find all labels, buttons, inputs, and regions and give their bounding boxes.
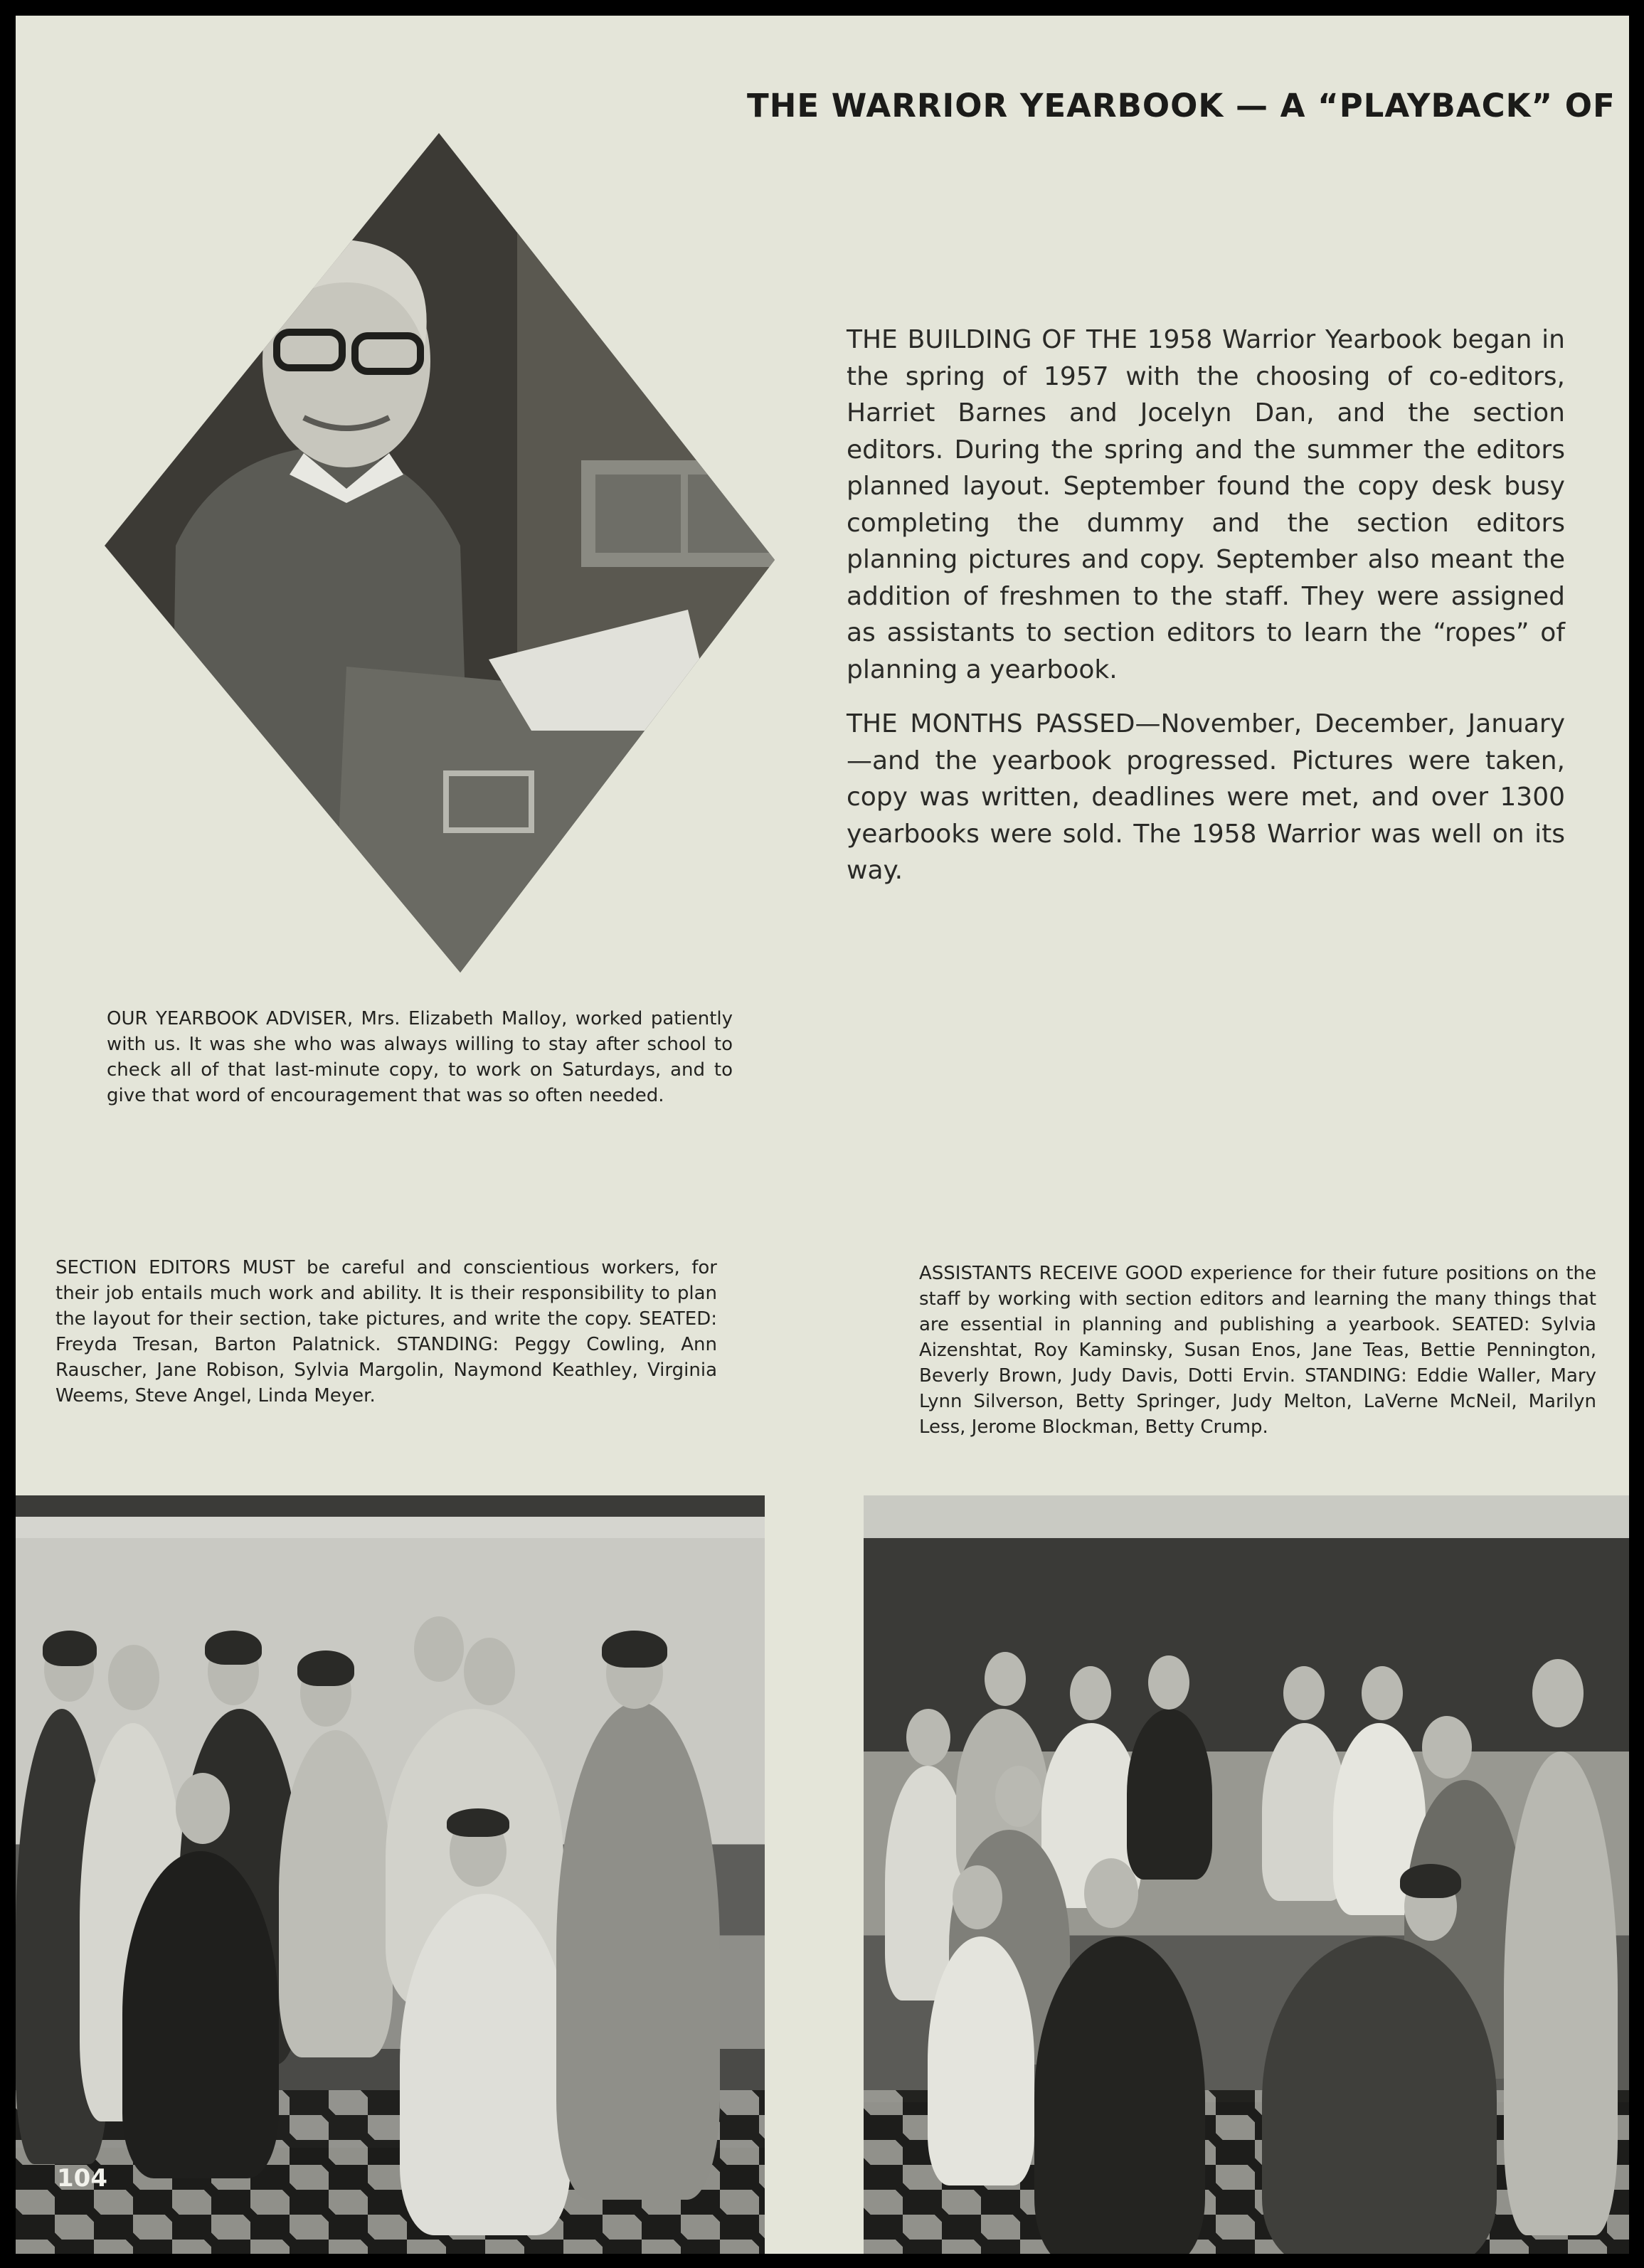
assistants-caption: ASSISTANTS RECEIVE GOOD experience for their future positions on the staff by working with section editors and learning the many things that are essential in planning and publishing a yearbook. SEATED: Sylvia Aizenshtat, Roy Kaminsky, Susan Enos, Jane Teas, Bettie Pennington, Beverly Brown, Judy Davis, Dotti Ervin. STANDING: Eddie Waller, Mary Lynn Silverson, Betty Springer, Judy Melton, LaVerne McNeil, Marilyn Less, Jerome Blockman, Betty Crump. xyxy=(919,1263,1596,1438)
adviser-photo xyxy=(90,119,785,980)
intro-paragraph-2: THE MONTHS PASSED—November, December, January —and the yearbook progressed. Pictures were taken, copy was written, deadlines were met, and over 1300 yearbooks were sold. The 1958 Warrior was well on its way. xyxy=(847,709,1565,885)
page-number: 104 xyxy=(57,2164,107,2193)
adviser-caption: OUR YEARBOOK ADVISER, Mrs. Elizabeth Malloy, worked patiently with us. It was she who was always willing to stay after school to check all of that last-minute copy, to work on Saturdays, and to give that word of encouragement that was so often needed. xyxy=(107,1008,733,1106)
section-editors-photo xyxy=(16,1495,765,2254)
intro-paragraph-1: THE BUILDING OF THE 1958 Warrior Yearbook began in the spring of 1957 with the choosing of co-editors, Harriet Barnes and Jocelyn Dan, and the section editors. During the spring and the summer the editors planned layout. September found the copy desk busy completing the dummy and the section editors planning pictures and copy. September also meant the addition of freshmen to the staff. They were assigned as assistants to section editors to learn the “ropes” of planning a yearbook. xyxy=(847,325,1565,684)
yearbook-page xyxy=(16,16,1629,2254)
page-headline: THE WARRIOR YEARBOOK — A “PLAYBACK” OF xyxy=(747,87,1616,124)
assistants-photo xyxy=(864,1495,1629,2254)
section-editors-caption: SECTION EDITORS MUST be careful and conscientious workers, for their job entails much work and ability. It is their responsibility to plan the layout for their section, take pictures, and write the copy. SEATED: Freyda Tresan, Barton Palatnick. STANDING: Peggy Cowling, Ann Rauscher, Jane Robison, Sylvia Margolin, Naymond Keathley, Virginia Weems, Steve Angel, Linda Meyer. xyxy=(55,1257,717,1406)
